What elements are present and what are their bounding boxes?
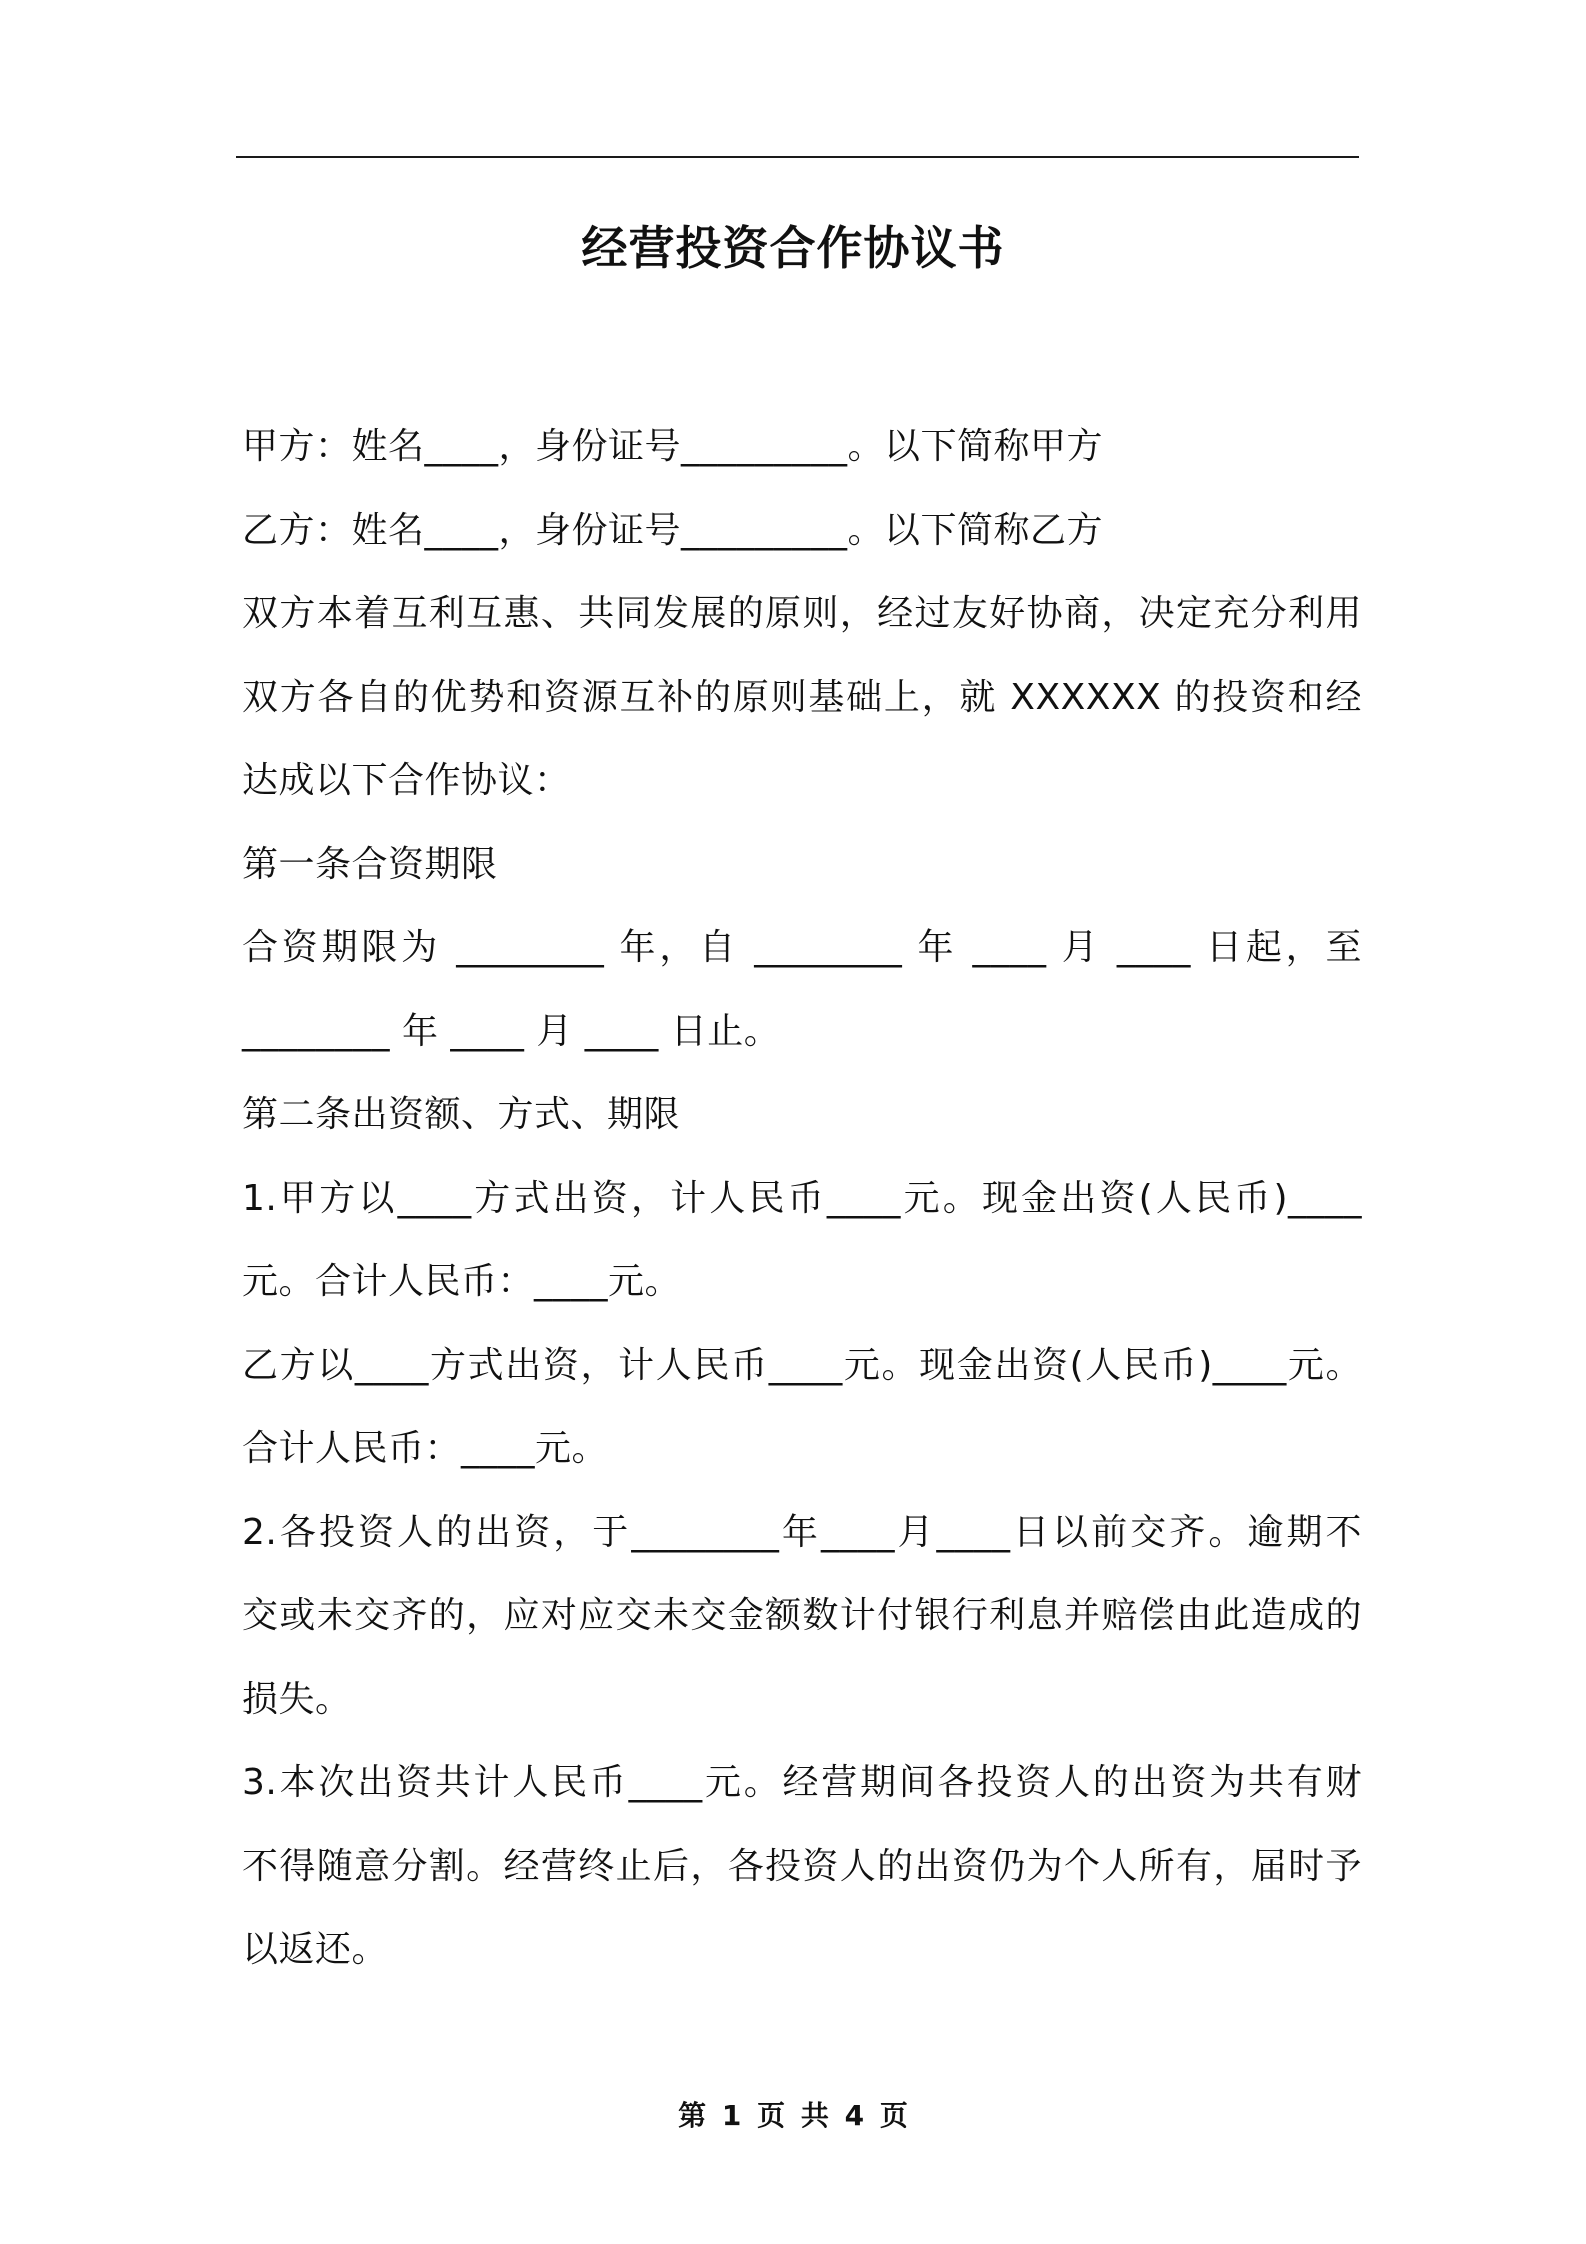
article-text-line: 以返还。 (242, 1929, 389, 1970)
preamble-line: 双方各自的优势和资源互补的原则基础上，就 XXXXXX 的投资和经 (242, 676, 1362, 718)
article-text-line: 1.甲方以____方式出资，计人民币____元。现金出资(人民币)____ (242, 1177, 1362, 1219)
preamble-line: 双方本着互利互惠、共同发展的原则，经过友好协商，决定充分利用 (242, 593, 1362, 634)
article-text-line: 交或未交齐的，应对应交未交金额数计付银行利息并赔偿由此造成的 (242, 1595, 1362, 1636)
party-b-line: 乙方：姓名____，身份证号_________。以下简称乙方 (242, 509, 1104, 551)
page-number: 第 1 页 共 4 页 (678, 2099, 908, 2132)
article-heading: 第一条合资期限 (242, 843, 498, 885)
header-divider (236, 156, 1359, 158)
article-text-line: 3.本次出资共计人民币____元。经营期间各投资人的出资为共有财 (242, 1762, 1362, 1803)
party-a-line: 甲方：姓名____，身份证号_________。以下简称甲方 (242, 426, 1104, 467)
article-text-line: 不得随意分割。经营终止后，各投资人的出资仍为个人所有，届时予 (242, 1845, 1362, 1887)
document-title: 经营投资合作协议书 (581, 221, 1005, 275)
article-heading: 第二条出资额、方式、期限 (242, 1094, 681, 1135)
article-text-line: 损失。 (242, 1678, 352, 1720)
article-text-line: 2.各投资人的出资，于________年____月____日以前交齐。逾期不 (242, 1511, 1362, 1553)
article-text-line: ________ 年 ____ 月 ____ 日止。 (242, 1010, 781, 1052)
article-text-line: 合资期限为 ________ 年，自 ________ 年 ____ 月 ____ 日起，至 (242, 927, 1362, 968)
preamble-line: 达成以下合作协议： (242, 760, 571, 801)
article-text-line: 合计人民币：____元。 (242, 1428, 609, 1469)
article-text-line: 乙方以____方式出资，计人民币____元。现金出资(人民币)____元。 (242, 1344, 1362, 1386)
document-body (242, 405, 1362, 1992)
article-text-line: 元。合计人民币：____元。 (242, 1261, 682, 1302)
